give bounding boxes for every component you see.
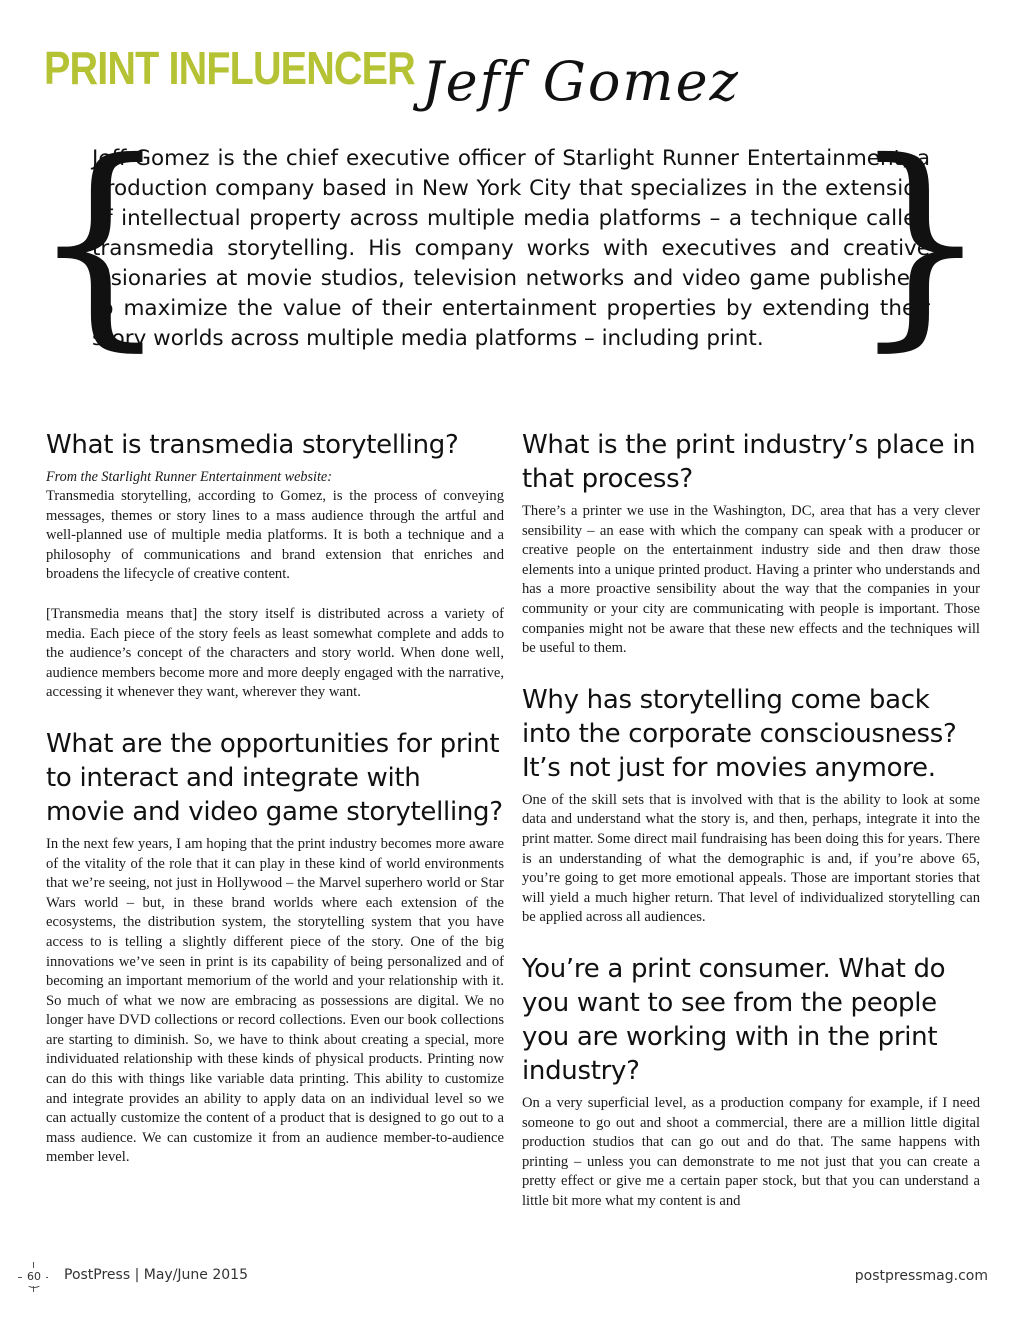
right-brace: } [850, 114, 990, 370]
title-block [44, 40, 984, 120]
page-title: PRINT INFLUENCER [44, 42, 415, 94]
right-column [522, 428, 980, 1211]
question-heading: What is the print industry’s place in that process? [522, 430, 976, 494]
answer-paragraph: On a very superficial level, as a production company for example, if I need someone to go out and shoot a commercial, there are a million little digital production studios that can go out and do that. The same happens with printing – unless you can demonstrate to me not just that you can create a pretty effect or give me a certain paper stock, but that you can understand a little bit more what my content is and [522, 1094, 980, 1209]
source-note: From the Starlight Runner Entertainment website: [46, 469, 332, 485]
page-number: 60 [22, 1268, 46, 1286]
intro-text: Jeff Gomez is the chief executive officer of Starlight Runner Entertainment, a production company based in New York City that specializes in the extension of intellectual property across multiple media platforms – a technique called transmedia storytelling. His company works with executives and creative visionaries at movie studios, television networks and video game publishers to maximize the value of their entertainment properties by extending their story worlds across multiple media platforms – including print. [92, 146, 930, 351]
page-footer [18, 1262, 988, 1288]
question-heading: You’re a print consumer. What do you want to see from the people you are working with in the print industry? [522, 953, 946, 1086]
crosshair-icon [18, 1262, 48, 1292]
question-heading: Why has storytelling come back into the corporate consciousness? It’s not just for movies anymore. [522, 684, 957, 783]
question-heading: What is transmedia storytelling? [46, 430, 459, 460]
intro-block [30, 114, 990, 374]
left-brace: { [30, 114, 170, 370]
publication-info: PostPress | May/June 2015 [64, 1267, 248, 1283]
answer-paragraph: In the next few years, I am hoping that the print industry becomes more aware of the vitality of the role that it can play in these kind of world environments that we’re seeing, not just in Hollywood – the Marvel superhero world or Star Wars world – but, in these brand worlds where each extension of the ecosystems, the distribution system, the storytelling system that you have access to is telling a slightly different piece of the story. One of the big innovations we’ve seen in print is its capability of being personalized and of becoming an important memorium of the world and your relationship with it. So much of what we now are embracing as possessions are digital. We no longer have DVD collections or record collections. Even our book collections are starting to diminish. So, we have to think about creating a special, more individuated relationship with these kinds of physical products. Printing now can do this with things like variable data printing. This ability to customize and integrate provides an ability to apply data on an individual level so we can actually customize the content of a product that is designed to go out to a mass audience. We can customize it from an audience member-to-audience member level. [46, 835, 504, 1166]
left-column [46, 428, 504, 1168]
answer-paragraph: One of the skill sets that is involved with that is the ability to look at some data and understand what the story is, and then, perhaps, integrate it into the print matter. Some direct mail fundraising has been doing this for years. There is an understanding of what the demographic is and, if you’re above 65, you’re going to get more emotional appeals. Those are important stories that will yield a much higher return. That level of individualized storytelling can be applied across all audiences. [522, 791, 980, 926]
website-link: postpressmag.com [854, 1268, 988, 1284]
question-heading: What are the opportunities for print to interact and integrate with movie and video game storytelling? [46, 728, 503, 827]
answer-paragraph: [Transmedia means that] the story itself is distributed across a variety of media. Each piece of the story feels as least somewhat complete and adds to the audience’s concept of the characters and story world. When done well, audience members become more and more deeply engaged with the narrative, accessing it whenever they want, wherever they want. [46, 605, 504, 701]
name-script-title: Jeff Gomez [422, 50, 741, 113]
answer-paragraph: There’s a printer we use in the Washington, DC, area that has a very clever sensibility – an ease with which the company can speak with a producer or creative people on the entertainment industry side and then draw those elements into a unique printed product. Having a printer who understands and has a more proactive sensibility about the way that the companies in your community or your city are communicating with people is important. Those companies might not be aware that these new effects and the techniques will be useful to them. [522, 503, 980, 657]
answer-paragraph: Transmedia storytelling, according to Gomez, is the process of conveying messages, themes or story lines to a mass audience through the artful and well-planned use of multiple media platforms. It is both a technique and a philosophy of communications and brand extension that enriches and broadens the lifecycle of creative content. [46, 488, 504, 583]
